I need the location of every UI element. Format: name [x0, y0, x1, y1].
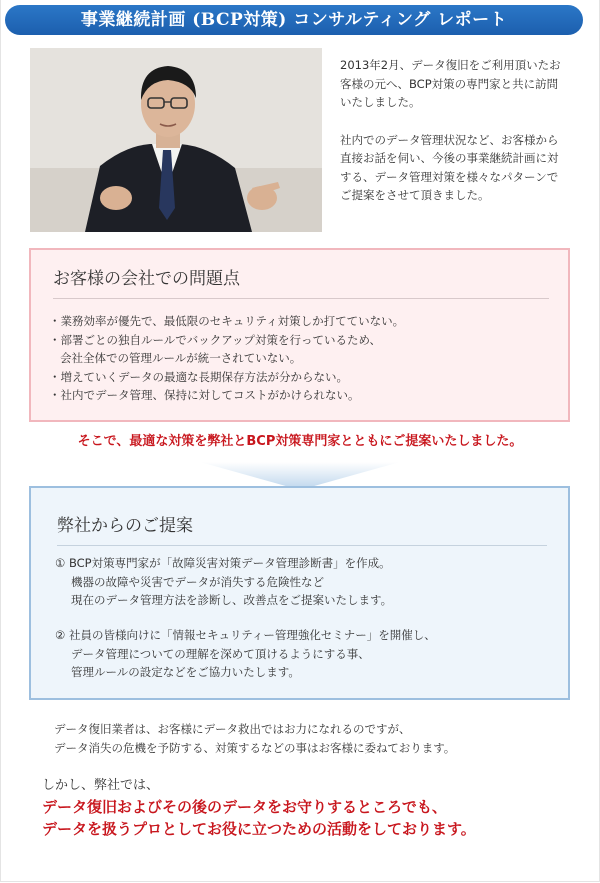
proposal-line: 機器の故障や災害でデータが消失する危険性など [71, 574, 324, 589]
highlight-statement [42, 796, 587, 840]
proposal-line: 現在のデータ管理方法を診断し、改善点をご提案いたします。 [71, 593, 393, 607]
page-title: 事業継続計画 (BCP対策) コンサルティング レポート [5, 5, 583, 35]
proposal-item-1 [55, 554, 555, 610]
problems-box [29, 248, 570, 422]
proposals-box [29, 486, 570, 700]
consultant-photo [30, 48, 322, 232]
problem-item-continued: 会社全体での管理ルールが統一されていない。 [60, 351, 302, 365]
highlight-line: データを扱うプロとしてお役に立つための活動をしております。 [42, 820, 476, 838]
highlight-line: データ復旧およびその後のデータをお守りするところでも、 [42, 798, 447, 816]
bridge-statement: そこで、最適な対策を弊社とBCP対策専門家とともにご提案いたしました。 [77, 434, 523, 449]
proposal-line: ① BCP対策専門家が「故障災害対策データ管理診断書」を作成。 [55, 556, 391, 570]
intro-paragraph-1: 2013年2月、データ復旧をご利用頂いたお客様の元へ、BCP対策の専門家と共に訪問いたしました。 [340, 58, 561, 109]
proposal-line: 管理ルールの設定などをご協力いたします。 [71, 665, 300, 679]
proposal-item-2 [55, 626, 555, 682]
problem-item: ・増えていくデータの最適な長期保存方法が分からない。 [49, 369, 348, 384]
note-line: データ復旧業者は、お客様にデータ救出ではお力になれるのですが、 [54, 722, 411, 736]
intro-paragraph-2: 社内でのデータ管理状況など、お客様から直接お話を伺い、今後の事業継続計画に対する、データ管理対策を様々なパターンでご提案をさせて頂きました。 [340, 132, 559, 202]
proposals-heading: 弊社からのご提案 [57, 511, 547, 546]
proposal-line: データ管理についての理解を深めて頂けるようにする事、 [71, 646, 370, 661]
disclaimer-note [54, 720, 574, 757]
intro-text [340, 56, 568, 224]
problem-item: ・部署ごとの独自ルールでバックアップ対策を行っているため、 [49, 332, 382, 347]
note-line: データ消失の危機を予防する、対策するなどの事はお客様に委ねております。 [54, 740, 456, 755]
problems-list [49, 312, 559, 405]
proposal-line: ② 社員の皆様向けに「情報セキュリティー管理強化セミナー」を開催し、 [55, 628, 436, 642]
problems-heading: お客様の会社での問題点 [53, 264, 549, 299]
closing-lead: しかし、弊社では、 [42, 778, 160, 793]
problem-item: ・社内でデータ管理、保持に対してコストがかけられない。 [49, 388, 360, 402]
problem-item: ・業務効率が優先で、最低限のセキュリティ対策しか打てていない。 [49, 314, 405, 328]
